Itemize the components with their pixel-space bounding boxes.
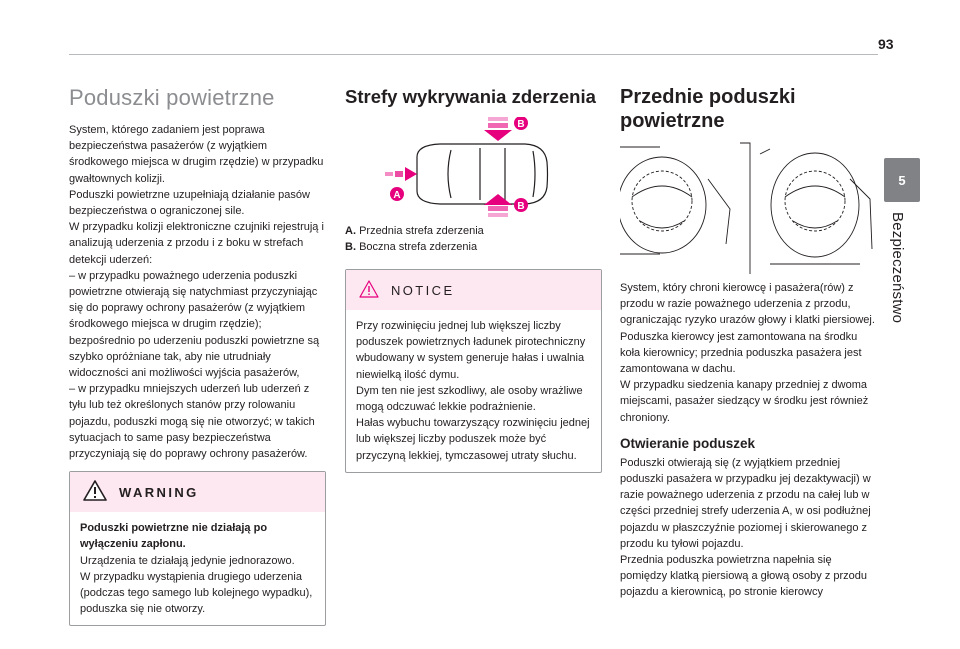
legend-key: B.	[345, 241, 356, 253]
chapter-number: 5	[884, 158, 920, 202]
section-title: Strefy wykrywania zderzenia	[345, 86, 596, 107]
deployment-subtitle: Otwieranie poduszek	[620, 435, 756, 451]
intro-text: System, którego zadaniem jest poprawa bezpieczeństwa pasażerów (z wyjątkiem środkowego miejsca w drugim rzędzie) w przypadku gwałtownych kolizji. Poduszki powietrzne uzupełniają działanie pasów bezpieczeństwa o ograniczonej sile. W przypadku kolizji elektroniczne czujniki rejestrują i analizują uderzenia z przodu i z boku w strefach detekcji uderzeń: – w przypadku poważnego uderzenia poduszki powietrzne otwierają się natychmiast przyczyniając się do poprawy ochrony pasażerów (z wyjątkiem środkowego miejsca w drugim rzędzie); bezpośrednio po uderzeniu poduszki powietrzne są szybko opróżniane tak, aby nie utrudniały widoczności ani możliwości wyjścia pasażerów, – w przypadku mniejszych uderzeń lub uderzeń z tyłu lub też określonych stanów przy rolowaniu pojazdu, poduszki mogą się nie otworzyć; w takich sytuacjach to same pasy bezpieczeństwa przyczyniają się do poprawy ochrony pasażerów.	[69, 124, 324, 461]
section-title: Poduszki powietrzne	[69, 85, 275, 110]
warning-body: Urządzenia te działają jedynie jednorazowo. W przypadku wystąpienia drugiego uderzenia (podczas tego samego lub kolejnego wypadku), poduszka się nie otworzy.	[80, 554, 313, 616]
front-airbags-illustration	[620, 139, 877, 274]
legend-key: A.	[345, 225, 356, 237]
warning-heading: WARNING	[119, 484, 199, 500]
notice-header	[346, 270, 601, 310]
label-b-bottom: B	[517, 201, 525, 212]
deployment-text: Poduszki otwierają się (z wyjątkiem przedniej poduszki pasażera w przypadku jej dezaktywacji) w razie poważnego uderzenia z przodu na całej lub w części przedniej strefy uderzenia A, w osi podłużnej pojazdu w płaszczyźnie poziomej i skierowanego z przodu ku tyłowi pojazdu. Przednia poduszka powietrzna napełnia się pomiędzy klatką piersiową a głową osoby z przodu pojazdu a kierownicą, po stronie kierowcy	[620, 456, 871, 599]
section-title: Przednie poduszki powietrzne	[620, 86, 796, 132]
column-detection-zones	[345, 80, 602, 473]
front-airbags-text: System, który chroni kierowcę i pasażera(rów) z przodu w razie poważnego uderzenia z przodu, ograniczając ryzyko urazów głowy i klatki piersiowej. Poduszka kierowcy jest zamontowana na środku koła kierownicy; przednia poduszka pasażera jest zamontowana w dachu. W przypadku siedzenia kanapy przedniej z dwoma miejscami, pasażer siedzący w środku jest również chroniony.	[620, 282, 875, 424]
legend-item	[345, 239, 602, 255]
notice-heading: NOTICE	[391, 282, 455, 298]
detection-zones-diagram	[345, 117, 602, 217]
warning-header	[70, 472, 325, 512]
diagram-legend	[345, 223, 602, 255]
column-airbags	[69, 80, 326, 626]
chapter-title: Bezpieczeństwo	[889, 212, 906, 324]
page-number: 93	[878, 36, 894, 52]
warning-triangle-icon	[83, 480, 107, 504]
label-b-top: B	[517, 119, 525, 130]
header-rule	[69, 54, 878, 55]
column-front-airbags	[620, 80, 877, 601]
label-a: A	[393, 190, 401, 201]
warning-bold-text: Poduszki powietrzne nie działają po wyłączeniu zapłonu.	[80, 522, 268, 551]
warning-box	[69, 471, 326, 626]
chapter-tab[interactable]	[884, 158, 924, 378]
legend-text: Boczna strefa zderzenia	[359, 241, 478, 253]
notice-box	[345, 269, 602, 473]
legend-text: Przednia strefa zderzenia	[359, 225, 484, 237]
warning-text	[70, 512, 325, 625]
notice-triangle-icon	[359, 280, 379, 301]
legend-item	[345, 223, 602, 239]
notice-text: Przy rozwinięciu jednej lub większej liczby poduszek powietrznych ładunek pirotechniczny wbudowany w system generuje hałas i uwalnia niewielką ilość dymu. Dym ten nie jest szkodliwy, ale osoby wrażliwe mogą odczuwać lekkie podrażnienie. Hałas wybuchu towarzyszący rozwinięciu jednej lub większej liczby poduszek może być przyczyną lekkiej, tymczasowej utraty słuchu.	[356, 320, 590, 462]
